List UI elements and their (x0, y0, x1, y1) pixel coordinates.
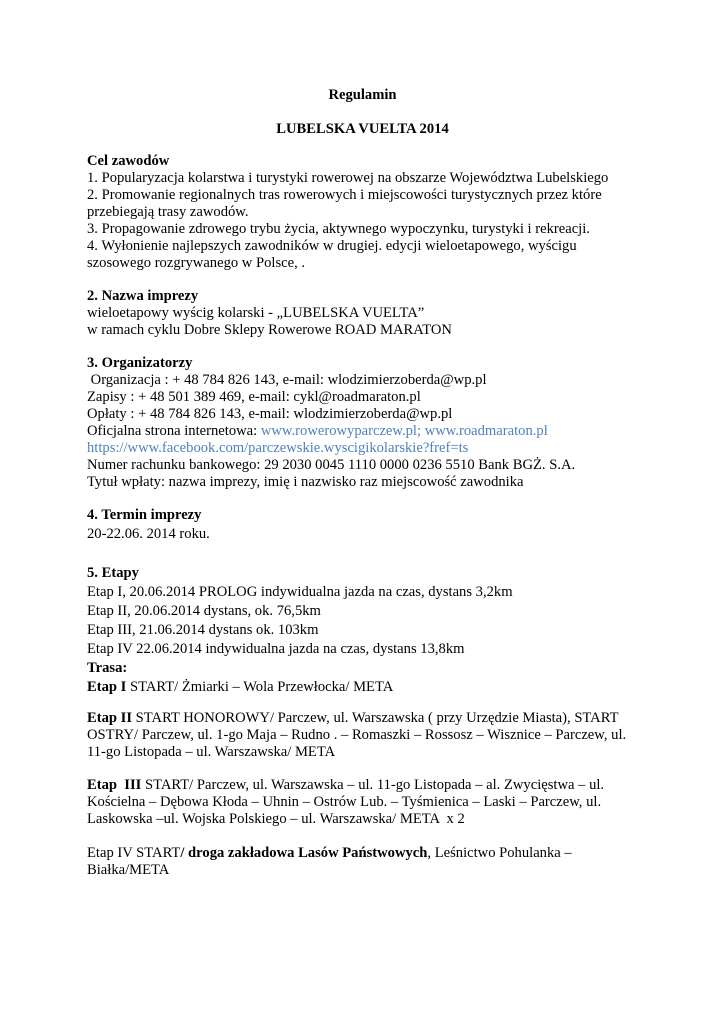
section-heading-nazwa: 2. Nazwa imprezy (87, 288, 199, 304)
trasa-etap-2-line-3: 11-go Listopada – ul. Warszawska/ META (87, 744, 336, 760)
org-website-line (87, 423, 548, 440)
org-website-label: Oficjalna strona internetowa: (87, 423, 261, 439)
trasa-etap-3-line-1 (87, 777, 604, 794)
trasa-etap-3-line-2: Kościelna – Dębowa Kłoda – Uhnin – Ostrów Lub. – Tyśmienica – Laski – Parczew, ul. (87, 794, 602, 810)
trasa-etap-1 (87, 679, 393, 696)
termin-dates: 20-22.06. 2014 roku. (87, 526, 210, 542)
etap-4: Etap IV 22.06.2014 indywidualna jazda na czas, dystans 13,8km (87, 641, 465, 657)
trasa-etap-4-bold-route: / droga zakładowa Lasów Państwowych (180, 845, 428, 861)
document-subtitle: LUBELSKA VUELTA 2014 (276, 121, 449, 137)
cel-line-3: przebiegają trasy zawodów. (87, 204, 249, 220)
org-bank-account: Numer rachunku bankowego: 29 2030 0045 1110 0000 0236 5510 Bank BGŻ. S.A. (87, 457, 576, 473)
section-heading-cel: Cel zawodów (87, 153, 170, 169)
org-organizacja: Organizacja : + 48 784 826 143, e-mail: wlodzimierzoberda@wp.pl (87, 372, 487, 388)
trasa-etap-3-label: Etap III (87, 777, 142, 793)
cel-line-6: szosowego rozgrywanego w Polsce, . (87, 255, 306, 271)
trasa-etap-2-label: Etap II (87, 710, 133, 726)
cel-line-4: 3. Propagowanie zdrowego trybu życia, aktywnego wypoczynku, turystyki i rekreacji. (87, 221, 590, 237)
trasa-etap-1-label: Etap I (87, 679, 127, 695)
trasa-heading: Trasa: (87, 660, 128, 676)
org-oplaty: Opłaty : + 48 784 826 143, e-mail: wlodzimierzoberda@wp.pl (87, 406, 453, 422)
trasa-etap-2-route-1: START HONOROWY/ Parczew, ul. Warszawska ( przy Urzędzie Miasta), START (132, 710, 619, 726)
etap-2: Etap II, 20.06.2014 dystans, ok. 76,5km (87, 603, 321, 619)
nazwa-line-2: w ramach cyklu Dobre Sklepy Rowerowe ROAD MARATON (87, 322, 452, 338)
etap-3: Etap III, 21.06.2014 dystans ok. 103km (87, 622, 319, 638)
trasa-etap-4-line-2: Białka/META (87, 862, 170, 878)
nazwa-line-1: wieloetapowy wyścig kolarski - „LUBELSKA VUELTA” (87, 305, 425, 321)
org-payment-title: Tytuł wpłaty: nazwa imprezy, imię i nazwisko raz miejscowość zawodnika (87, 474, 524, 490)
document-title: Regulamin (328, 87, 397, 103)
trasa-etap-2-line-1 (87, 710, 619, 727)
section-heading-organizatorzy: 3. Organizatorzy (87, 355, 193, 371)
facebook-link[interactable]: https://www.facebook.com/parczewskie.wyscigikolarskie?fref=ts (87, 440, 469, 456)
etap-1: Etap I, 20.06.2014 PROLOG indywidualna jazda na czas, dystans 3,2km (87, 584, 513, 600)
trasa-etap-3-line-3: Laskowska –ul. Wojska Polskiego – ul. Warszawska/ META x 2 (87, 811, 465, 827)
org-zapisy: Zapisy : + 48 501 389 469, e-mail: cykl@roadmaraton.pl (87, 389, 421, 405)
trasa-etap-4-label: Etap IV START (87, 845, 181, 861)
trasa-etap-1-route: START/ Żmiarki – Wola Przewłocka/ META (126, 679, 394, 695)
trasa-etap-2-line-2: OSTRY/ Parczew, ul. 1-go Maja – Rudno . – Romaszki – Rossosz – Wisznice – Parczew, ul. (87, 727, 627, 743)
trasa-etap-4-line-1 (87, 845, 572, 862)
section-heading-etapy: 5. Etapy (87, 565, 139, 581)
trasa-etap-3-route-1: START/ Parczew, ul. Warszawska – ul. 11-go Listopada – al. Zwycięstwa – ul. (141, 777, 605, 793)
section-heading-termin: 4. Termin imprezy (87, 507, 202, 523)
website-link[interactable]: www.rowerowyparczew.pl; www.roadmaraton.pl (260, 423, 548, 439)
cel-line-5: 4. Wyłonienie najlepszych zawodników w drugiej. edycji wieloetapowego, wyścigu (87, 238, 577, 254)
trasa-etap-4-route-rest: , Leśnictwo Pohulanka – (427, 845, 572, 861)
cel-line-1: 1. Popularyzacja kolarstwa i turystyki rowerowej na obszarze Województwa Lubelskiego (87, 170, 609, 186)
cel-line-2: 2. Promowanie regionalnych tras rowerowych i miejscowości turystycznych przez które (87, 187, 602, 203)
